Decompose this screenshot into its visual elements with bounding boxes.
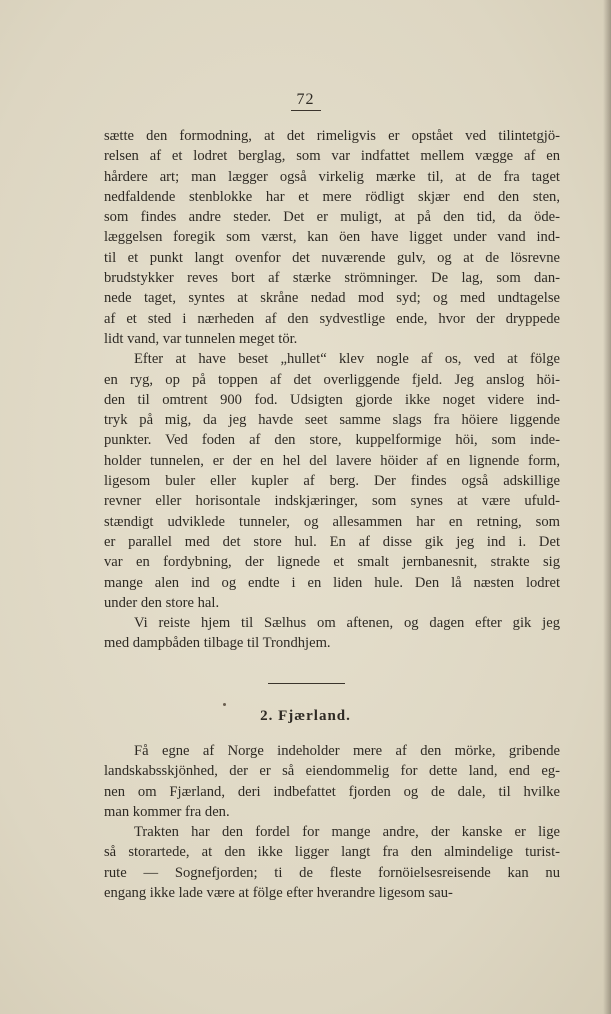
- text-line: så storartede, at den ikke ligger langt fra den almindelige turist-: [104, 844, 560, 861]
- page-number: [0, 91, 611, 111]
- text-line: er parallel med det store hul. En af disse gik jeg ind i. Det: [104, 533, 560, 550]
- text-line: nede taget, syntes at skråne nedad mod syd; og med undtagelse: [104, 290, 560, 307]
- text-line: nen om Fjærland, deri indbefattet fjorden og de dale, til hvilke: [104, 783, 560, 800]
- page-number-text: 72: [291, 91, 321, 111]
- text-line: var en fordybning, der lignede et smalt jernbanesnit, strakte sig: [104, 554, 560, 571]
- text-line: Få egne af Norge indeholder mere af den mörke, gribende: [134, 743, 560, 759]
- body-text-top: [104, 126, 560, 654]
- text-line: relsen af et lodret berglag, som var indfattet mellem vægge af en: [104, 148, 560, 165]
- text-line: Vi reiste hjem til Sælhus om aftenen, og dagen efter gik jeg: [134, 615, 560, 632]
- text-line: Efter at have beset „hullet“ klev nogle af os, ved at fölge: [134, 351, 560, 368]
- text-line: sætte den formodning, at det rimeligvis er opstået ved tilintetgjö-: [104, 128, 560, 144]
- page-edge-shadow: [603, 0, 611, 1014]
- text-line: den til omtrent 900 fod. Udsigten gjorde ikke noget videre ind-: [104, 391, 560, 408]
- paragraph: [104, 741, 560, 822]
- text-line: en ryg, op på toppen af det overliggende fjeld. Jeg anslog höi-: [104, 371, 560, 388]
- text-line: rute — Sognefjorden; ti de fleste fornöielsesreisende kan nu: [104, 864, 560, 881]
- text-line: stændigt udviklede tunneler, og allesammen har en retning, som: [104, 513, 560, 530]
- paragraph: [104, 822, 560, 903]
- print-speck: [223, 703, 226, 706]
- text-line: revner eller horisontale indskjæringer, som synes at være ufuld-: [104, 493, 560, 510]
- text-line: engang ikke lade være at fölge efter hverandre ligesom sau-: [104, 885, 453, 902]
- text-line: tryk på mig, da jeg havde seet samme slags fra höiere liggende: [104, 412, 560, 429]
- text-line: Trakten har den fordel for mange andre, der kanske er lige: [134, 824, 560, 841]
- paragraph: [104, 349, 560, 613]
- paragraph: [104, 126, 560, 349]
- text-line: ligesom buler eller kupler af berg. Der findes også adskillige: [104, 473, 560, 490]
- text-line: til et punkt langt ovenfor det nuværende gulv, og at de lösrevne: [104, 249, 560, 266]
- text-line: under den store hal.: [104, 594, 220, 611]
- body-text-bottom: [104, 741, 560, 903]
- section-title: 2. Fjærland.: [260, 708, 351, 724]
- text-line: læggelsen foregik som værst, kan öen have ligget under vand ind-: [104, 229, 560, 246]
- paragraph: [104, 613, 560, 654]
- text-line: brudstykker reves bort af stærke strömninger. De lag, som dan-: [104, 270, 560, 287]
- section-divider: [268, 683, 345, 684]
- text-line: med dampbåden tilbage til Trondhjem.: [104, 635, 331, 652]
- text-line: lidt vand, var tunnelen meget tör.: [104, 330, 298, 347]
- text-line: nedfaldende stenblokke har et mere rödligt skjær end den sten,: [104, 188, 560, 205]
- text-line: af et sted i nærheden af den sydvestlige ende, hvor der dryppede: [104, 310, 560, 327]
- text-line: holder tunnelen, er der en hel del lavere höider af en lignende form,: [104, 452, 560, 469]
- text-line: som findes andre steder. Det er muligt, at på den tid, da öde-: [104, 209, 560, 226]
- text-line: man kommer fra den.: [104, 803, 230, 820]
- text-line: punkter. Ved foden af den store, kuppelformige höi, som inde-: [104, 432, 560, 449]
- text-line: hårdere art; man lægger også virkelig mærke til, at de fra taget: [104, 168, 560, 185]
- text-line: mange alen ind og endte i en liden hule. Den lå næsten lodret: [104, 574, 560, 591]
- text-line: landskabsskjönhed, der er så eiendommelig for dette land, end eg-: [104, 763, 560, 780]
